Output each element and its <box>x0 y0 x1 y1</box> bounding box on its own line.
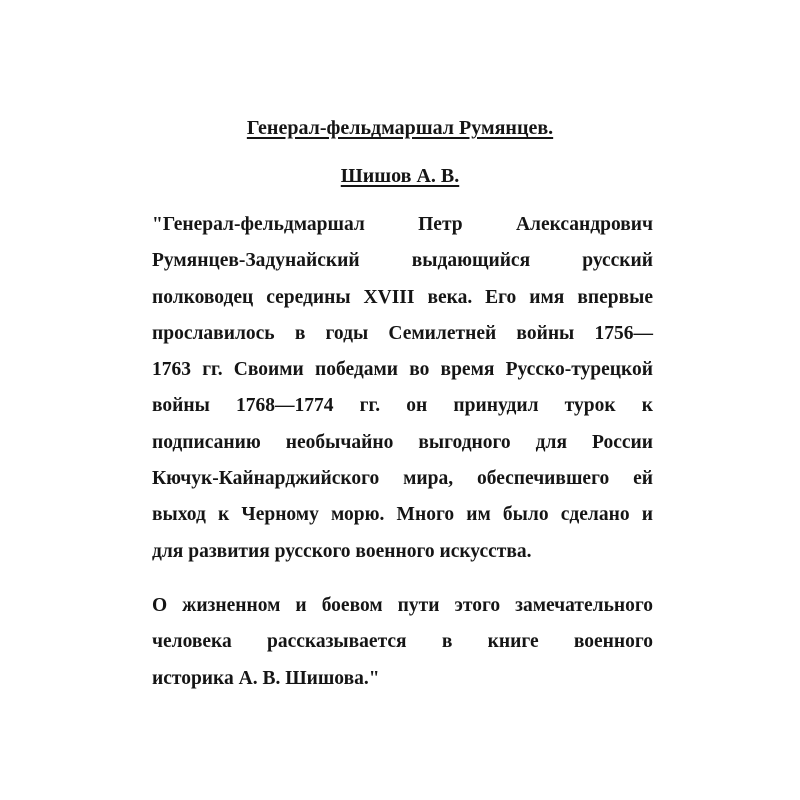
text-line: полководец середины XVIII века. Его имя впервые <box>152 286 653 308</box>
text-line: для развития русского военного искусства. <box>152 540 532 562</box>
text-line: "Генерал-фельдмаршал Петр Александрович <box>152 214 653 235</box>
text-line: О жизненном и боевом пути этого замечательного <box>152 595 653 616</box>
text-line: Кючук-Кайнарджийского мира, обеспечившего ей <box>152 468 653 490</box>
paragraph-2 <box>152 588 653 697</box>
text-line: человека рассказывается в книге военного <box>152 631 653 653</box>
document-author: Шишов А. В. <box>340 165 460 187</box>
text-line: подписанию необычайно выгодного для России <box>152 431 653 453</box>
text-line: историка А. В. Шишова." <box>152 667 380 689</box>
text-line: прославилось в годы Семилетней войны 1756— <box>152 322 653 344</box>
text-line: Румянцев-Задунайский выдающийся русский <box>152 250 653 272</box>
document-title: Генерал-фельдмаршал Румянцев. <box>246 117 554 139</box>
text-line: войны 1768—1774 гг. он принудил турок к <box>152 395 653 417</box>
text-line: 1763 гг. Своими победами во время Русско-турецкой <box>152 359 653 381</box>
paragraph-1 <box>152 207 653 570</box>
text-line: выход к Черному морю. Много им было сделано и <box>152 504 653 526</box>
